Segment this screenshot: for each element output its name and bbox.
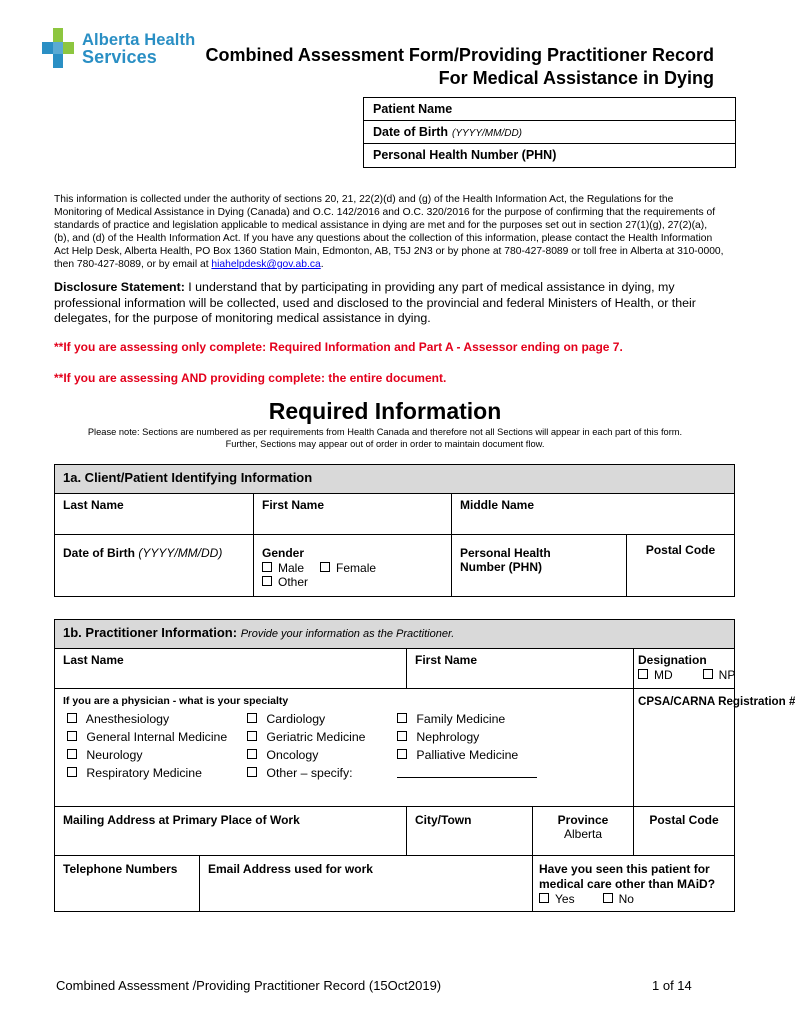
client-middle-name-field[interactable]: Middle Name xyxy=(452,494,735,535)
disclosure-label: Disclosure Statement: xyxy=(54,280,185,294)
other-gender-label: Other xyxy=(278,575,309,589)
province-label: Province xyxy=(557,813,609,827)
patient-dob-field[interactable] xyxy=(364,121,735,144)
patient-name-field[interactable] xyxy=(364,98,735,121)
section-1b-table xyxy=(54,619,795,912)
md-checkbox[interactable] xyxy=(638,669,648,679)
male-label: Male xyxy=(278,560,305,575)
geriatric-medicine-label: Geriatric Medicine xyxy=(266,730,366,744)
neurology-label: Neurology xyxy=(86,748,143,762)
nephrology-checkbox[interactable] xyxy=(397,731,407,741)
palliative-medicine-checkbox[interactable] xyxy=(397,749,407,759)
client-dob-hint: (YYYY/MM/DD) xyxy=(138,546,223,560)
specialty-options xyxy=(55,710,633,802)
practitioner-last-name-field[interactable]: Last Name xyxy=(55,649,407,689)
palliative-medicine-label: Palliative Medicine xyxy=(416,748,519,762)
respiratory-medicine-checkbox[interactable] xyxy=(67,767,77,777)
section-1b-header xyxy=(55,620,735,649)
client-postal-field[interactable]: Postal Code xyxy=(627,535,735,597)
cpsa-registration-field[interactable]: CPSA/CARNA Registration # xyxy=(634,689,735,807)
seen-no-checkbox[interactable] xyxy=(603,893,613,903)
male-checkbox[interactable] xyxy=(262,562,272,572)
other-specify-line[interactable] xyxy=(397,764,537,778)
client-gender-field xyxy=(254,535,452,597)
general-internal-medicine-checkbox[interactable] xyxy=(67,731,77,741)
client-phn-field[interactable]: Personal Health Number (PHN) xyxy=(452,535,627,597)
oncology-checkbox[interactable] xyxy=(247,749,257,759)
np-checkbox[interactable] xyxy=(703,669,713,679)
geriatric-medicine-checkbox[interactable] xyxy=(247,731,257,741)
collection-notice xyxy=(54,193,724,271)
work-email-field[interactable]: Email Address used for work xyxy=(200,856,533,912)
female-checkbox[interactable] xyxy=(320,562,330,572)
patient-phn-label: Personal Health Number (PHN) xyxy=(373,148,557,162)
section-1b-hint: Provide your information as the Practitioner. xyxy=(240,628,455,640)
helpdesk-email-link[interactable]: hiahelpdesk@gov.ab.ca xyxy=(211,259,321,270)
telephone-field[interactable]: Telephone Numbers xyxy=(55,856,200,912)
other-specialty-checkbox[interactable] xyxy=(247,767,257,777)
anesthesiology-label: Anesthesiology xyxy=(85,712,170,726)
required-note-line2: Further, Sections may appear out of order in order to maintain document flow. xyxy=(225,439,545,449)
collection-notice-end: . xyxy=(320,259,324,270)
patient-dob-hint: (YYYY/MM/DD) xyxy=(452,128,522,139)
other-specialty-label: Other – specify: xyxy=(266,766,353,780)
np-label: NP xyxy=(718,667,736,682)
seen-patient-question-wrap xyxy=(539,862,726,892)
general-internal-medicine-label: General Internal Medicine xyxy=(86,730,228,744)
logo-line1: Alberta Health xyxy=(82,31,196,49)
anesthesiology-checkbox[interactable] xyxy=(67,713,77,723)
seen-yes-label: Yes xyxy=(555,892,575,906)
footer-form-name: Combined Assessment /Providing Practitioner Record (15Oct2019) xyxy=(56,978,442,993)
province-value: Alberta xyxy=(563,827,603,841)
oncology-label: Oncology xyxy=(266,748,319,762)
page-number: 1 of 14 xyxy=(652,978,692,993)
cardiology-label: Cardiology xyxy=(266,712,326,726)
patient-phn-field[interactable] xyxy=(364,144,735,167)
city-field[interactable]: City/Town xyxy=(407,807,533,856)
specialty-question: If you are a physician - what is your specialty xyxy=(63,695,289,707)
section-1b-title: 1b. Practitioner Information: xyxy=(63,625,238,640)
family-medicine-checkbox[interactable] xyxy=(397,713,407,723)
client-dob-field[interactable] xyxy=(55,535,254,597)
client-first-name-field[interactable]: First Name xyxy=(254,494,452,535)
section-1a-header: 1a. Client/Patient Identifying Information xyxy=(55,465,735,494)
seen-patient-question: Have you seen this patient for medical care other than MAiD? xyxy=(539,862,716,891)
designation-label: Designation xyxy=(638,653,707,667)
seen-no-label: No xyxy=(618,892,634,906)
designation-field xyxy=(634,649,735,689)
client-dob-label: Date of Birth xyxy=(63,546,135,560)
other-gender-checkbox[interactable] xyxy=(262,576,272,586)
ahs-cross-icon xyxy=(40,26,80,76)
client-last-name-field[interactable]: Last Name xyxy=(55,494,254,535)
family-medicine-label: Family Medicine xyxy=(416,712,506,726)
required-info-note xyxy=(40,426,730,450)
logo-line2: Services xyxy=(82,47,157,67)
form-title-line2: For Medical Assistance in Dying xyxy=(438,68,714,88)
required-note-line1: Please note: Sections are numbered as per requirements from Health Canada and therefore not all Sections will appear in each part of this form. xyxy=(87,427,683,437)
gender-label: Gender xyxy=(262,546,305,560)
practitioner-first-name-field[interactable]: First Name xyxy=(407,649,634,689)
neurology-checkbox[interactable] xyxy=(67,749,77,759)
seen-patient-field xyxy=(533,856,735,912)
respiratory-medicine-label: Respiratory Medicine xyxy=(86,766,202,780)
nephrology-label: Nephrology xyxy=(416,730,480,744)
female-label: Female xyxy=(336,560,377,575)
collection-notice-text: This information is collected under the authority of sections 20, 21, 22(2)(d) and (g) of the Health Information Act, the Regulations for the Monitoring of Medical Assistance in Dying (Canada) and O.C. 142/2016 and O.C. 320/2016 for the purpose of confirming that the requirements of standards of practice and legislation applicable to medical assistance in dying are met and for the purposes set out in section 27(1)(g), 27(2)(a), (b), and (d) of the Health Information Act. If you have any questions about the collection of this information, please contact the Health Information Act Help Desk, Alberta Health, PO Box 1360 Station Main, Edmonton, AB, T5J 2N3 or by phone at 780-427-8089 or toll free in Alberta at 310-0000, then 780-427-8089, or by email at xyxy=(54,194,724,270)
section-1a-table xyxy=(54,464,735,597)
practitioner-postal-field[interactable]: Postal Code xyxy=(634,807,735,856)
patient-dob-label: Date of Birth xyxy=(373,125,448,139)
required-info-heading: Required Information xyxy=(268,398,502,424)
form-title xyxy=(206,44,714,90)
disclosure-statement xyxy=(54,280,724,327)
mailing-address-field[interactable]: Mailing Address at Primary Place of Work xyxy=(55,807,407,856)
patient-id-box xyxy=(363,97,736,168)
md-label: MD xyxy=(654,667,673,682)
seen-yes-checkbox[interactable] xyxy=(539,893,549,903)
patient-name-label: Patient Name xyxy=(373,102,453,116)
form-title-line1: Combined Assessment Form/Providing Practitioner Record xyxy=(205,45,714,65)
assessor-note: **If you are assessing only complete: Required Information and Part A - Assessor ending on page 7. xyxy=(54,340,623,354)
cardiology-checkbox[interactable] xyxy=(247,713,257,723)
specialty-field xyxy=(55,689,634,807)
province-field[interactable] xyxy=(533,807,634,856)
logo-text xyxy=(82,32,195,66)
provider-note: **If you are assessing AND providing complete: the entire document. xyxy=(54,371,447,385)
disclosure-text: I understand that by participating in providing any part of medical assistance in dying, my professional information will be collected, used and disclosed to the provincial and federal Ministers of Health, or their delegates, for the purpose of monitoring medical assistance in dying. xyxy=(54,280,696,325)
